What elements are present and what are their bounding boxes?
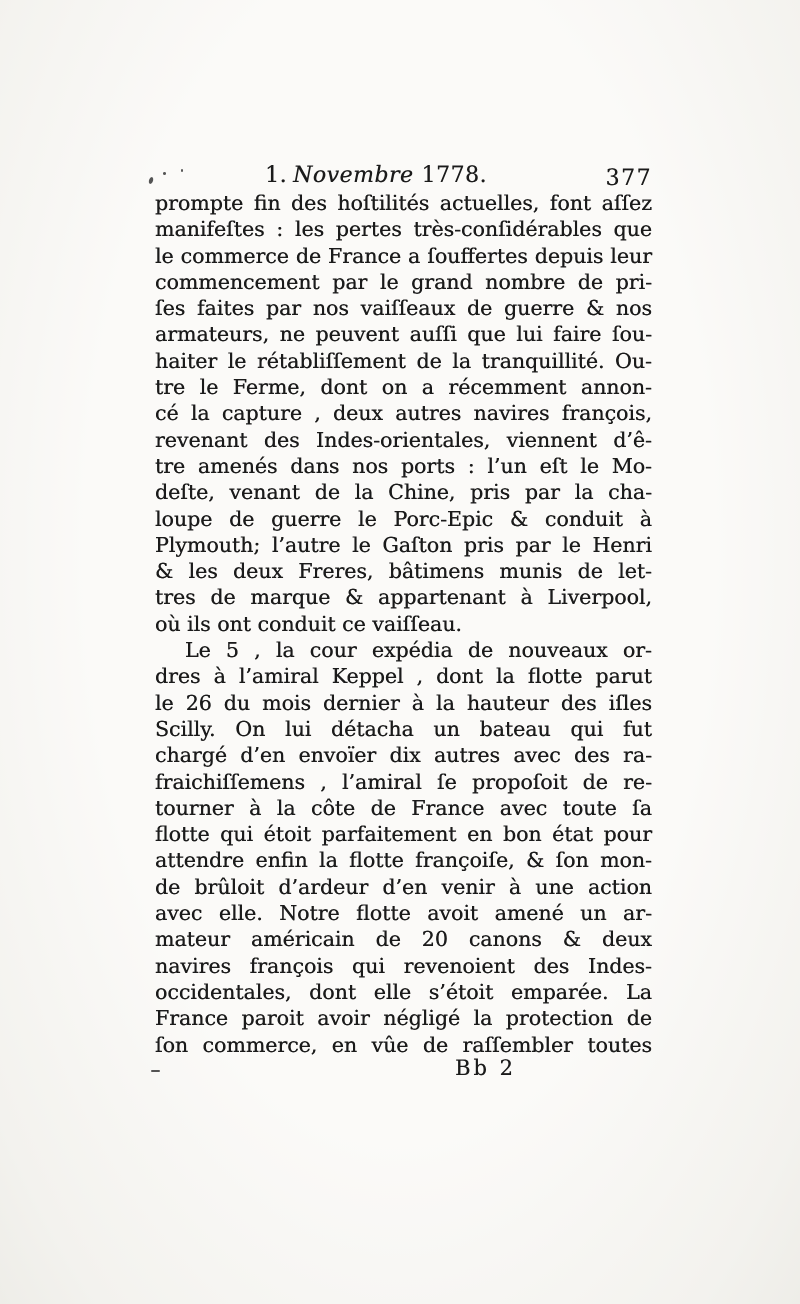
text-line: tre le Ferme, dont on a récemment annon- bbox=[155, 375, 652, 400]
text-line: prompte fin des hoſtilités actuelles, font aſſez bbox=[155, 191, 652, 215]
page-body-text bbox=[155, 190, 652, 1058]
text-line: attendre enfin la flotte françoiſe, & ſon mon- bbox=[155, 848, 652, 873]
ink-speck bbox=[148, 177, 154, 185]
text-line: manifeſtes : les pertes très-conſidérables que bbox=[155, 217, 652, 242]
ink-speck bbox=[163, 172, 166, 175]
text-line: fraichiſſemens , l’amiral ſe propoſoit de re- bbox=[155, 769, 652, 794]
text-line: tourner à la côte de France avec toute ſa bbox=[155, 795, 652, 820]
text-line: armateurs, ne peuvent auſſi que lui faire ſou- bbox=[155, 322, 652, 347]
year-label: 1778. bbox=[421, 163, 487, 188]
page-header bbox=[155, 163, 652, 191]
text-line: tres de marque & appartenant à Liverpool, bbox=[155, 585, 652, 610]
text-line: le 26 du mois dernier à la hauteur des iſles bbox=[155, 690, 652, 715]
text-line: dres à l’amiral Keppel , dont la flotte parut bbox=[155, 664, 652, 689]
text-line: où ils ont conduit ce vaiſſeau. bbox=[155, 611, 462, 636]
running-title bbox=[155, 163, 597, 188]
text-line: avec elle. Notre flotte avoit amené un ar- bbox=[155, 901, 652, 926]
text-line: France paroit avoir négligé la protection de bbox=[155, 1006, 652, 1031]
text-line: cé la capture , deux autres navires françois, bbox=[155, 401, 652, 426]
text-line: deſte, venant de la Chine, pris par la cha- bbox=[155, 480, 652, 505]
issue-number: 1. bbox=[265, 163, 288, 188]
ink-speck bbox=[181, 169, 183, 172]
text-line: haiter le rétabliſſement de la tranquillité. Ou- bbox=[155, 348, 652, 373]
text-line: flotte qui étoit parfaitement en bon état pour bbox=[155, 822, 652, 847]
text-line: ſon commerce, en vûe de raſſembler toutes bbox=[155, 1032, 652, 1057]
signature-mark: Bb 2 bbox=[455, 1056, 516, 1080]
text-line: chargé d’en envoïer dix autres avec des ra- bbox=[155, 743, 652, 768]
page-number: 377 bbox=[605, 166, 652, 191]
text-line: & les deux Freres, bâtimens munis de let- bbox=[155, 559, 652, 584]
text-line: occidentales, dont elle s’étoit emparée. La bbox=[155, 979, 652, 1004]
month-title: Novembre bbox=[293, 163, 414, 188]
text-line: Le 5 , la cour expédia de nouveaux or- bbox=[185, 638, 652, 663]
text-line: mateur américain de 20 canons & deux bbox=[155, 927, 652, 952]
text-line: navires françois qui revenoient des Indes- bbox=[155, 953, 652, 978]
text-line: de brûloit d’ardeur d’en venir à une action bbox=[155, 874, 652, 899]
text-line: tre amenés dans nos ports : l’un eſt le Mo- bbox=[155, 453, 652, 478]
text-line: ſes faites par nos vaiſſeaux de guerre & nos bbox=[155, 296, 652, 321]
ink-speck bbox=[151, 1070, 160, 1072]
text-line: Plymouth; l’autre le Gaſton pris par le Henri bbox=[155, 532, 652, 557]
text-line: Scilly. On lui détacha un bateau qui fut bbox=[155, 716, 652, 741]
text-line: revenant des Indes-orientales, viennent d’ê- bbox=[155, 427, 652, 452]
text-line: commencement par le grand nombre de pri- bbox=[155, 269, 652, 294]
text-line: le commerce de France a ſouffertes depuis leur bbox=[155, 243, 652, 268]
text-line: loupe de guerre le Porc-Epic & conduit à bbox=[155, 506, 652, 531]
